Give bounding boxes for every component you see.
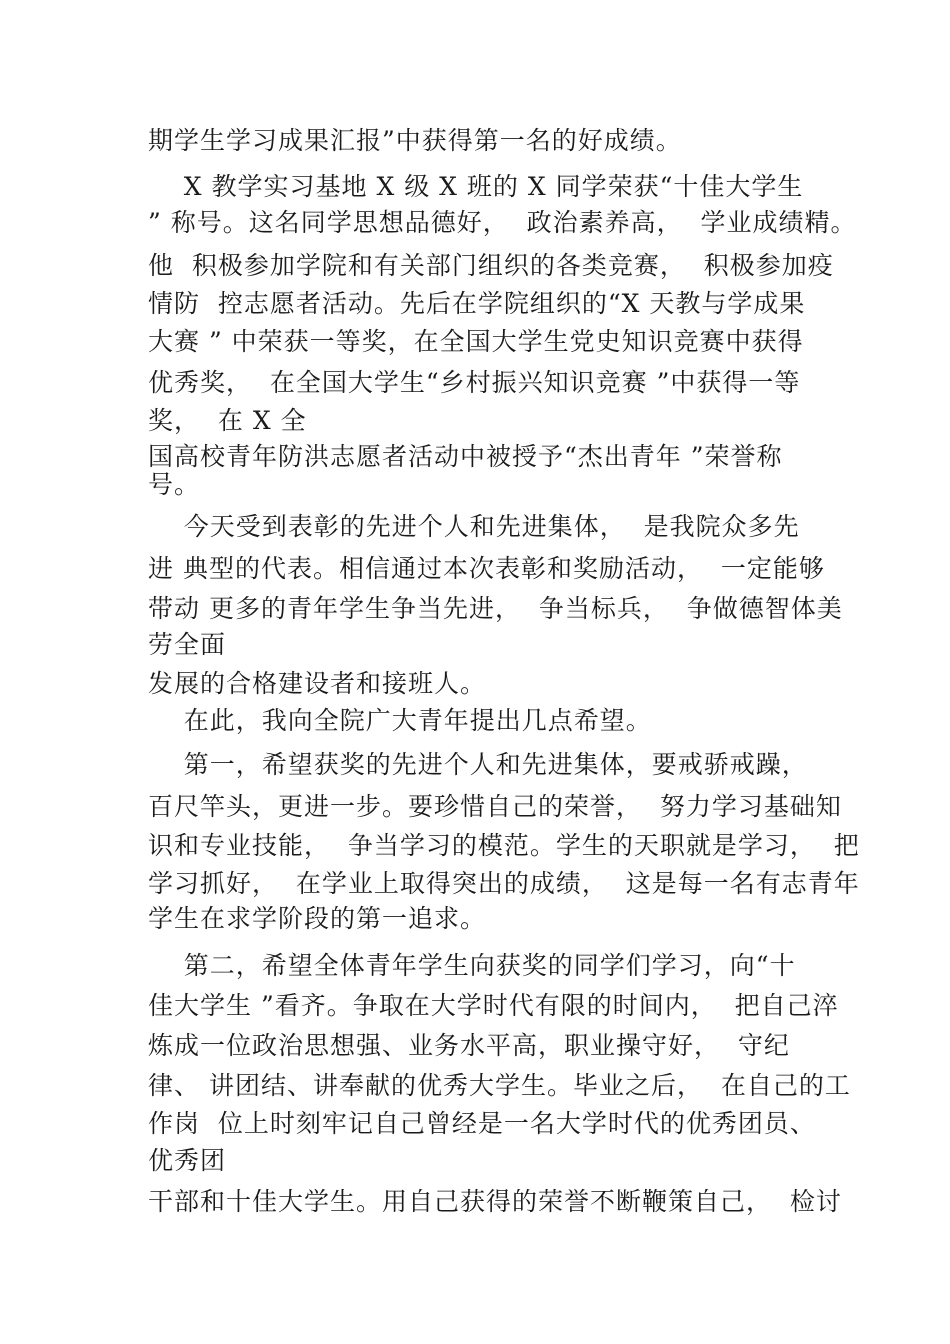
text-line: 奖， 在 X 全 [148, 406, 307, 435]
text-line: 作岗 位上时刻牢记自己曾经是一名大学时代的优秀团员、 [148, 1109, 816, 1138]
text-line: 在此，我向全院广大青年提出几点希望。 [148, 706, 652, 735]
text-line: 炼成一位政治思想强、业务水平高，职业操守好， 守纪 [148, 1031, 790, 1060]
text-line: 优秀奖， 在全国大学生“乡村振兴知识竞赛 ”中获得一等 [148, 368, 801, 397]
text-line: 他 积极参加学院和有关部门组织的各类竞赛， 积极参加疫 [148, 251, 834, 280]
text-line: 律、 讲团结、讲奉献的优秀大学生。毕业之后， 在自己的工 [148, 1071, 851, 1100]
text-line: 第一，希望获奖的先进个人和先进集体，要戒骄戒躁， [148, 750, 808, 779]
text-line: 进 典型的代表。相信通过本次表彰和奖励活动， 一定能够 [148, 554, 825, 583]
text-line: 干部和十佳大学生。用自己获得的荣誉不断鞭策自己， 检讨 [148, 1187, 842, 1216]
text-line: 第二，希望全体青年学生向获奖的同学们学习，向“十 [148, 951, 796, 980]
text-line: 识和专业技能， 争当学习的模范。学生的天职就是学习， 把 [148, 831, 860, 860]
text-line: ” 称号。这名同学思想品德好， 政治素养高， 学业成绩精。 [148, 208, 857, 237]
text-line: 号。 [148, 470, 201, 499]
text-line: 百尺竿头，更进一步。要珍惜自己的荣誉， 努力学习基础知 [148, 792, 842, 821]
text-line: 劳全面 [148, 630, 227, 659]
text-line: 带动 更多的青年学生争当先进， 争当标兵， 争做德智体美 [148, 594, 843, 623]
text-line: 优秀团 [148, 1146, 227, 1175]
text-line: 佳大学生 ”看齐。争取在大学时代有限的时间内， 把自己淬 [148, 991, 839, 1020]
text-line: 国高校青年防洪志愿者活动中被授予“杰出青年 ”荣誉称 [148, 442, 783, 471]
text-line: 学习抓好， 在学业上取得突出的成绩， 这是每一名有志青年 [148, 869, 860, 898]
text-line: 学生在求学阶段的第一追求。 [148, 904, 487, 933]
text-line: 今天受到表彰的先进个人和先进集体， 是我院众多先 [148, 512, 800, 541]
text-line: X 教学实习基地 X 级 X 班的 X 同学荣获“十佳大学生 [148, 172, 804, 201]
text-line: 发展的合格建设者和接班人。 [148, 669, 487, 698]
text-line: 情防 控志愿者活动。先后在学院组织的“X 天教与学成果 [148, 289, 806, 318]
text-line: 大赛 ” 中荣获一等奖，在全国大学生党史知识竞赛中获得 [148, 327, 804, 356]
text-line: 期学生学习成果汇报”中获得第一名的好成绩。 [148, 126, 682, 155]
